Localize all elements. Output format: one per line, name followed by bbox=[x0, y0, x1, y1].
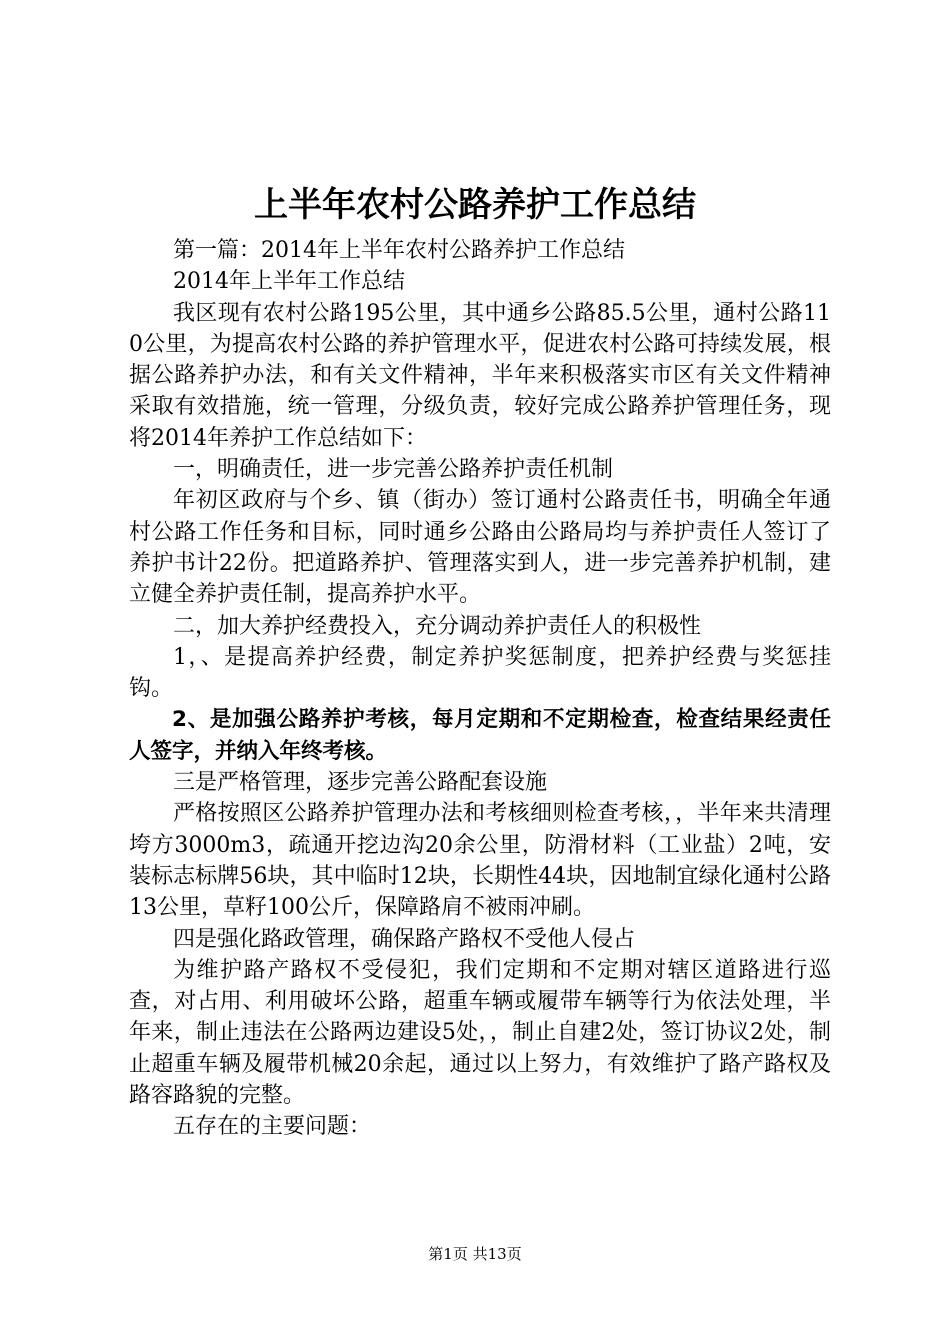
paragraph-section-heading: 第一篇：2014年上半年农村公路养护工作总结 bbox=[173, 238, 625, 263]
paragraph-heading-1: 一，明确责任，进一步完善公路养护责任机制 bbox=[173, 457, 614, 483]
paragraph-item-1: 1，、是提高养护经费，制定养护奖惩制度，把养护经费与奖惩挂钩。 bbox=[129, 644, 831, 702]
paragraph-responsibility: 年初区政府与个乡、镇（街办）签订通村公路责任书，明确全年通村公路工作任务和目标，同时通乡公路由公路局均与养护责任人签订了养护书计22份。把道路养护、管理落实到人，进一步完善养护机制，建立健全养护责任制，提高养护水平。 bbox=[129, 488, 831, 608]
document-title: 上半年农村公路养护工作总结 bbox=[254, 185, 696, 225]
paragraph-heading-4: 四是强化路政管理，确保路产路权不受他人侵占 bbox=[173, 926, 636, 952]
page-footer: 第1页 共13页 bbox=[428, 1245, 522, 1263]
paragraph-intro: 我区现有农村公路195公里，其中通乡公路85.5公里，通村公路110公里，为提高农村公路的养护管理水平，促进农村公路可持续发展，根据公路养护办法，和有关文件精神，半年来积极落实市区有关文件精神采取有效措施，统一管理，分级负责，较好完成公路养护管理任务，现将2014年养护工作总结如下： bbox=[129, 300, 831, 451]
document-body bbox=[129, 235, 831, 1143]
paragraph-road-admin: 为维护路产路权不受侵犯，我们定期和不定期对辖区道路进行巡查，对占用、利用破坏公路，超重车辆或履带车辆等行为依法处理，半年来，制止违法在公路两边建设5处，，制止自建2处，签订协议2处，制止超重车辆及履带机械20余起，通过以上努力，有效维护了路产路权及路容路貌的完整。 bbox=[129, 957, 831, 1109]
paragraph-item-2-bold: 2、是加强公路养护考核，每月定期和不定期检查，检查结果经责任人签字，并纳入年终考核。 bbox=[129, 707, 831, 764]
paragraph-heading-2: 二，加大养护经费投入，充分调动养护责任人的积极性 bbox=[173, 613, 702, 639]
paragraph-management: 严格按照区公路养护管理办法和考核细则检查考核，，半年来共清理垮方3000m3，疏通开挖边沟20余公里，防滑材料（工业盐）2吨，安装标志标牌56块，其中临时12块，长期性44块，因地制宜绿化通村公路13公里，草籽100公斤，保障路肩不被雨冲刷。 bbox=[129, 801, 831, 921]
paragraph-subtitle: 2014年上半年工作总结 bbox=[173, 269, 405, 295]
paragraph-heading-5: 五存在的主要问题： bbox=[173, 1114, 372, 1140]
paragraph-heading-3: 三是严格管理，逐步完善公路配套设施 bbox=[173, 770, 548, 796]
